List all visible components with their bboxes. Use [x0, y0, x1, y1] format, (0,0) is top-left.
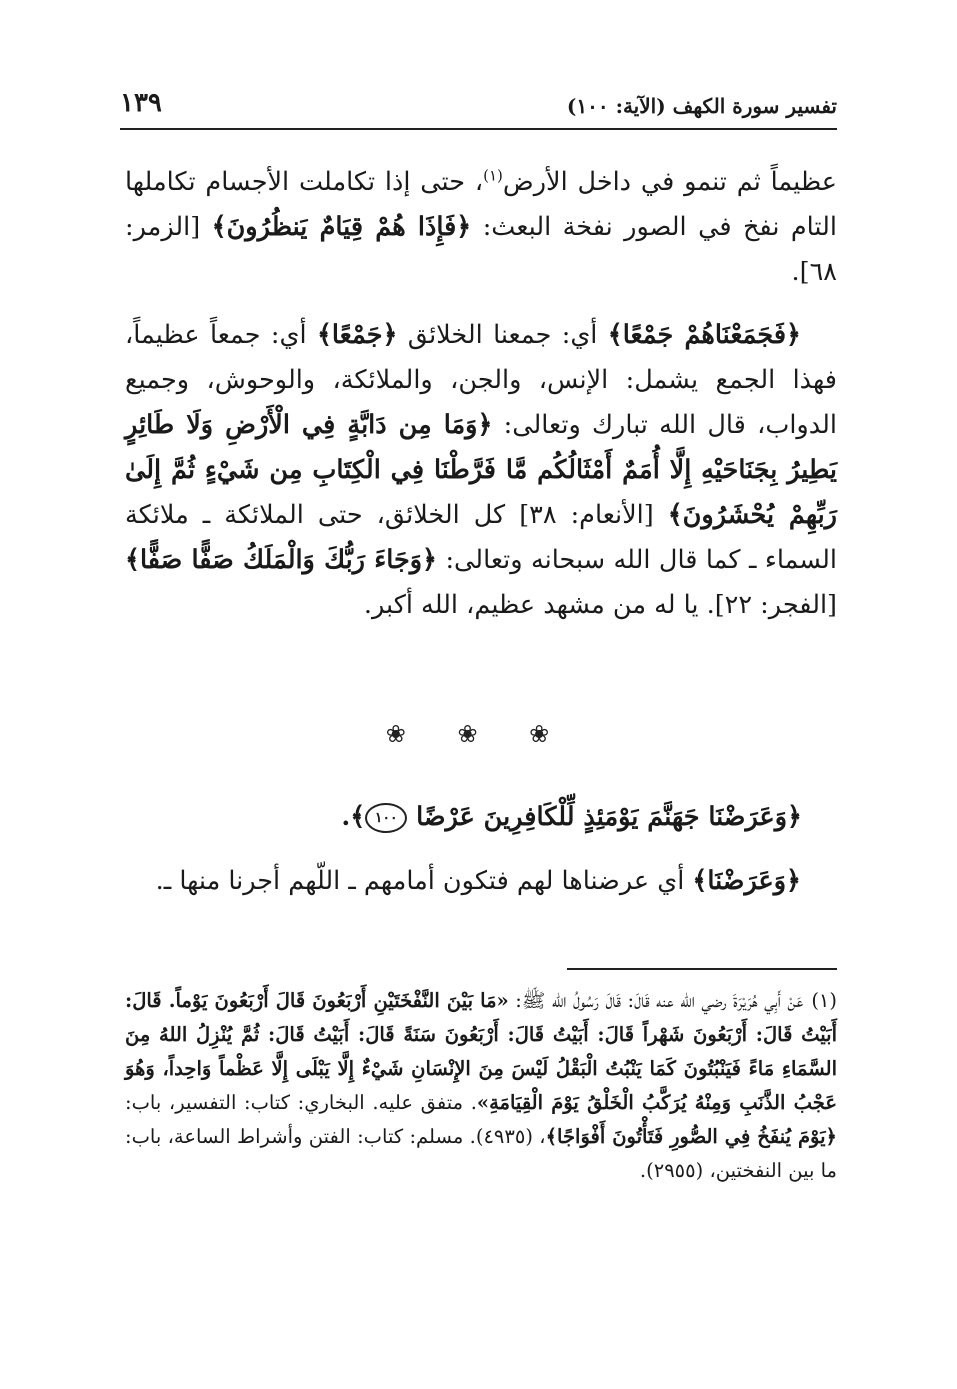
verse-commentary: [125, 858, 837, 905]
page-number: ١٣٩: [120, 88, 162, 118]
hadith-text: «مَا بَيْنَ النَّفْخَتَيْنِ أَرْبَعُونَ قَالَ أَرْبَعُونَ يَوْماً. قَالَ: أَبَيْتُ قَالَ: أَرْبَعُونَ شَهْراً قَالَ: أَبَيْتُ قَالَ: أَرْبَعُونَ سَنَةً قَالَ: أَبَيْتُ قَالَ: ثُمَّ يُنْزِلُ اللهُ مِنَ السَّمَاءِ مَاءً فَيَنْبُتُونَ كَمَا يَنْبُتُ الْبَقْلُ لَيْسَ مِنَ الإِنْسَانِ شَيْءٌ إِلَّا يَبْلَى إِلَّا عَظْماً وَاحِداً، وَهُوَ عَجْبُ الذَّنَبِ وَمِنْهُ يُرَكَّبُ الْخَلْقُ يَوْمَ الْقِيَامَةِ»: [125, 989, 837, 1114]
footnote: [125, 984, 837, 1188]
main-text: [125, 160, 837, 646]
text-run: أي: جمعنا الخلائق: [397, 320, 608, 350]
text-run: ، حتى إذا تكاملت الأجسام تكاملها التام نفخ في الصور نفخة البعث:: [125, 167, 837, 242]
verse-line: [125, 795, 802, 840]
quran-quote: ﴿فَجَمَعْنَاهُمْ جَمْعًا﴾: [607, 320, 801, 350]
paragraph: [125, 313, 837, 628]
quran-quote: ﴿وَجَاءَ رَبُّكَ وَالْمَلَكُ صَفًّا صَفًّا﴾: [125, 545, 437, 575]
quran-quote: ﴿وَمَا مِن دَابَّةٍ فِي الْأَرْضِ وَلَا طَائِرٍ يَطِيرُ بِجَنَاحَيْهِ إِلَّا أُمَمٌ أَمْثَالُكُم مَّا فَرَّطْنَا فِي الْكِتَابِ مِن شَيْءٍ ثُمَّ إِلَىٰ رَبِّهِمْ يُحْشَرُونَ﴾: [125, 410, 837, 530]
section-separator: ❀ ❀ ❀: [385, 720, 572, 748]
verse-comment-quote: ﴿وَعَرَضْنَا﴾: [692, 866, 801, 896]
paragraph: [125, 160, 837, 295]
text-run: [الزمر: ٦٨].: [125, 212, 837, 287]
footnote-number: (١): [811, 989, 838, 1012]
text-run: عَنْ أَبِي هُرَيْرَةَ رضي الله عنه قَالَ: قَالَ رَسُولُ الله ﷺ:: [508, 989, 804, 1012]
quran-quote: ﴿يَوْمَ يُنفَخُ فِي الصُّورِ فَتَأْتُونَ أَفْوَاجًا﴾: [545, 1125, 837, 1148]
text-run: [الأنعام: ٣٨] كل الخلائق، حتى الملائكة ـ ملائكة السماء ـ كما قال الله سبحانه وتعالى:: [125, 500, 837, 575]
verse-text: ﴿وَعَرَضْنَا جَهَنَّمَ يَوْمَئِذٍ لِّلْكَافِرِينَ عَرْضًا: [416, 802, 802, 832]
verse-comment-text: أي عرضناها لهم فتكون أمامهم ـ اللّهم أجرنا منها ـ.: [155, 866, 693, 896]
text-run: عظيماً ثم تنمو في داخل الأرض: [502, 167, 838, 197]
running-title: تفسير سورة الكهف (الآية: ١٠٠): [566, 94, 837, 118]
quran-quote: ﴿جَمْعًا﴾: [316, 320, 398, 350]
text-run: . متفق عليه. البخاري: كتاب: التفسير، باب:: [125, 1091, 477, 1114]
page-header: [120, 88, 837, 130]
footnote-body: [125, 989, 837, 1182]
text-run: [الفجر: ٢٢]. يا له من مشهد عظيم، الله أكبر.: [363, 590, 837, 620]
text-run: ، (٤٩٣٥). مسلم: كتاب: الفتن وأشراط الساعة، باب: ما بين النفختين، (٢٩٥٥).: [125, 1125, 837, 1182]
footnote-divider: [567, 968, 837, 970]
quran-quote: ﴿فَإِذَا هُمْ قِيَامٌ يَنظُرُونَ﴾: [211, 212, 472, 242]
verse-closing: ﴾.: [341, 802, 366, 832]
text-run: أي: جمعاً عظيماً، فهذا الجمع يشمل: الإنس، والجن، والملائكة، والوحوش، وجميع الدواب، قال الله تبارك وتعالى:: [125, 320, 837, 440]
ayah-number-mark: ١٠٠: [365, 803, 407, 833]
footnote-ref: (١): [483, 166, 503, 185]
